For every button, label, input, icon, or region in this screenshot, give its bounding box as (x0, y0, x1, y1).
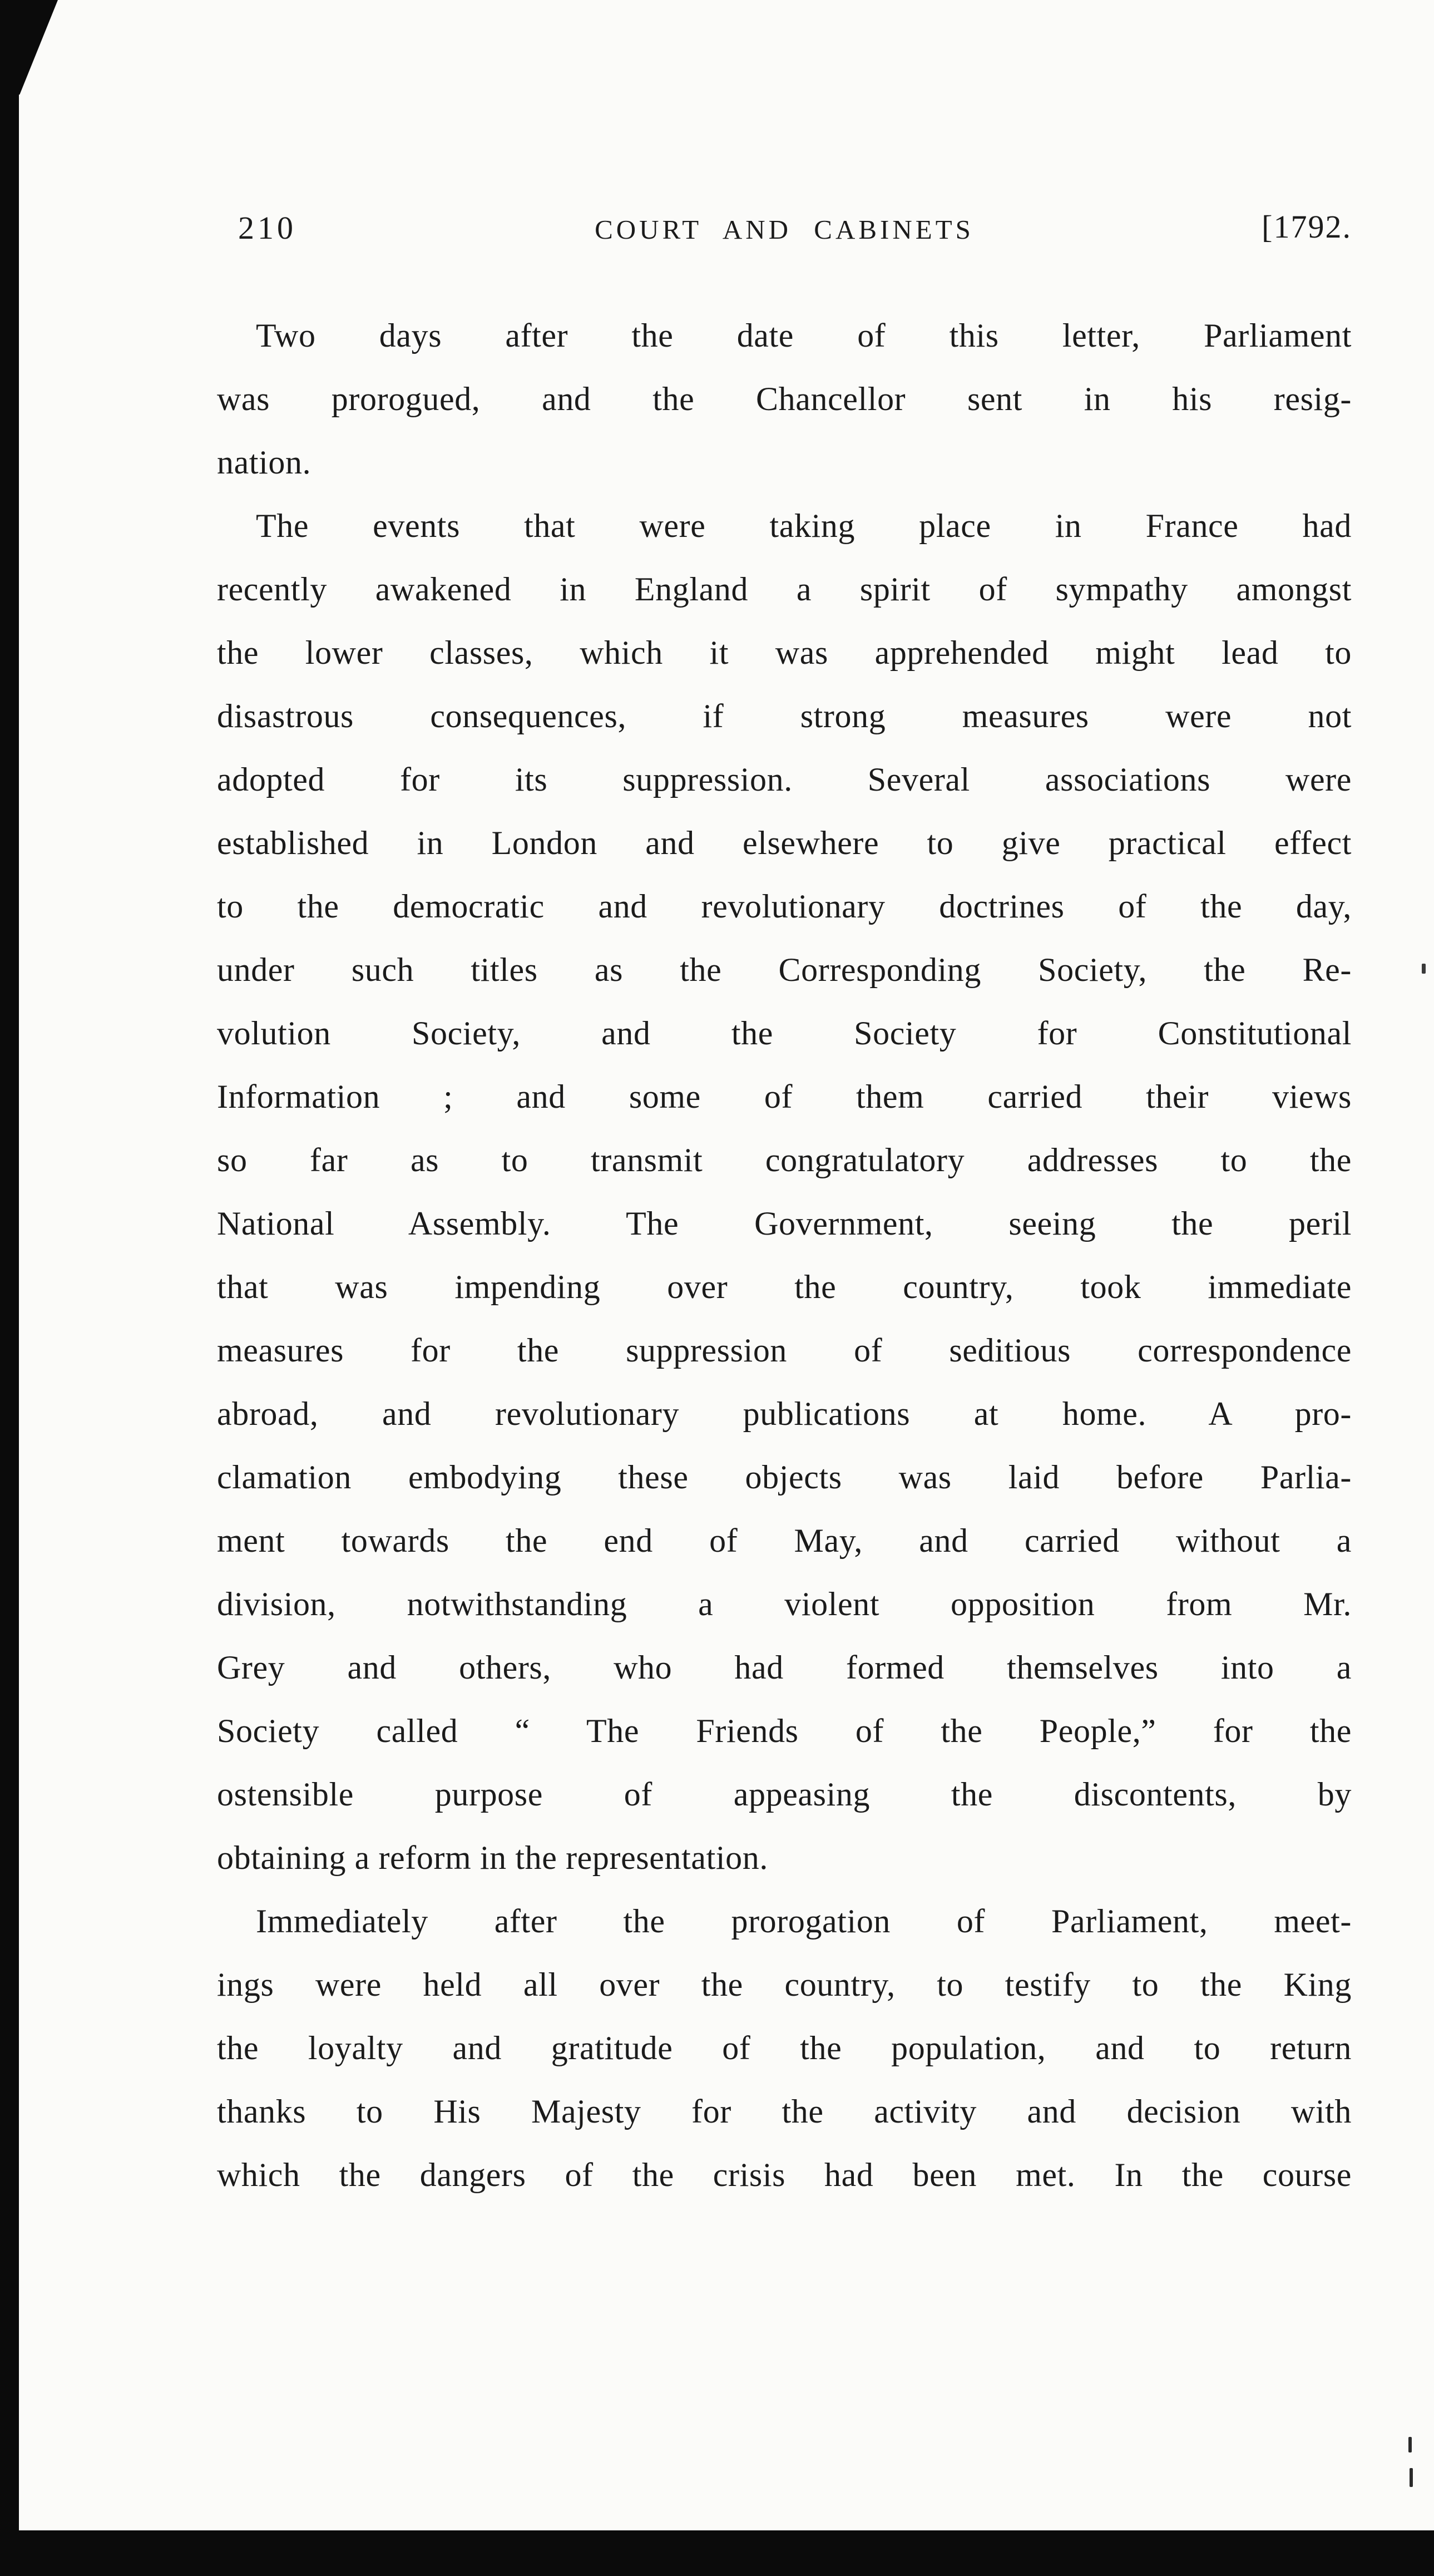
text-line: abroad, and revolutionary publications at home. A pro- (217, 1395, 1352, 1432)
text-line: which the dangers of the crisis had been met. In the course (217, 2156, 1352, 2193)
text-line: Two days after the date of this letter, Parliament (256, 317, 1352, 354)
text-line: Society called “ The Friends of the People,” for the (217, 1713, 1352, 1749)
text-line: to the democratic and revolutionary doctrines of the day, (217, 888, 1352, 925)
scan-artifact-right-mark (1422, 964, 1426, 974)
scan-artifact-top-left-corner (0, 0, 58, 95)
paragraph (217, 304, 1352, 494)
text-line: ostensible purpose of appeasing the discontents, by (217, 1776, 1352, 1813)
text-line: nation. (217, 444, 311, 481)
text-line: established in London and elsewhere to give practical effect (217, 825, 1352, 861)
text-line: ment towards the end of May, and carried without a (217, 1522, 1352, 1559)
text-line: Information ; and some of them carried their views (217, 1078, 1352, 1115)
text-line: was prorogued, and the Chancellor sent in his resig- (217, 381, 1352, 417)
text-line: volution Society, and the Society for Constitutional (217, 1015, 1352, 1052)
paragraph (217, 494, 1352, 1889)
text-line: disastrous consequences, if strong measures were not (217, 698, 1352, 734)
text-line: Grey and others, who had formed themselves into a (217, 1649, 1352, 1686)
text-line: The events that were taking place in France had (256, 507, 1352, 544)
running-header (217, 207, 1352, 251)
text-line: ings were held all over the country, to testify to the King (217, 1966, 1352, 2003)
text-line: obtaining a reform in the representation. (217, 1839, 768, 1876)
text-line: under such titles as the Corresponding Society, the Re- (217, 951, 1352, 988)
page-text (217, 304, 1352, 2207)
scan-artifact-left-edge (0, 0, 19, 2576)
running-title: COURT AND CABINETS (595, 214, 974, 245)
scan-artifact-right-tick-1 (1408, 2437, 1412, 2452)
text-line: adopted for its suppression. Several associations were (217, 761, 1352, 798)
text-line: National Assembly. The Government, seeing the peril (217, 1205, 1352, 1242)
text-line: Immediately after the prorogation of Parliament, meet- (256, 1903, 1352, 1940)
text-line: that was impending over the country, took immediate (217, 1269, 1352, 1305)
page-number: 210 (238, 210, 296, 246)
text-line: the lower classes, which it was apprehended might lead to (217, 634, 1352, 671)
text-line: recently awakened in England a spirit of sympathy amongst (217, 571, 1352, 608)
paragraph (217, 1889, 1352, 2207)
text-line: clamation embodying these objects was laid before Parlia- (217, 1459, 1352, 1496)
text-line: thanks to His Majesty for the activity and decision with (217, 2093, 1352, 2130)
text-line: so far as to transmit congratulatory addresses to the (217, 1142, 1352, 1178)
year-marker: [1792. (1262, 209, 1352, 245)
scan-artifact-bottom-edge (16, 2530, 1434, 2576)
text-line: the loyalty and gratitude of the population, and to return (217, 2030, 1352, 2066)
text-line: division, notwithstanding a violent opposition from Mr. (217, 1586, 1352, 1622)
scan-artifact-right-tick-2 (1410, 2468, 1413, 2487)
text-line: measures for the suppression of seditious correspondence (217, 1332, 1352, 1369)
